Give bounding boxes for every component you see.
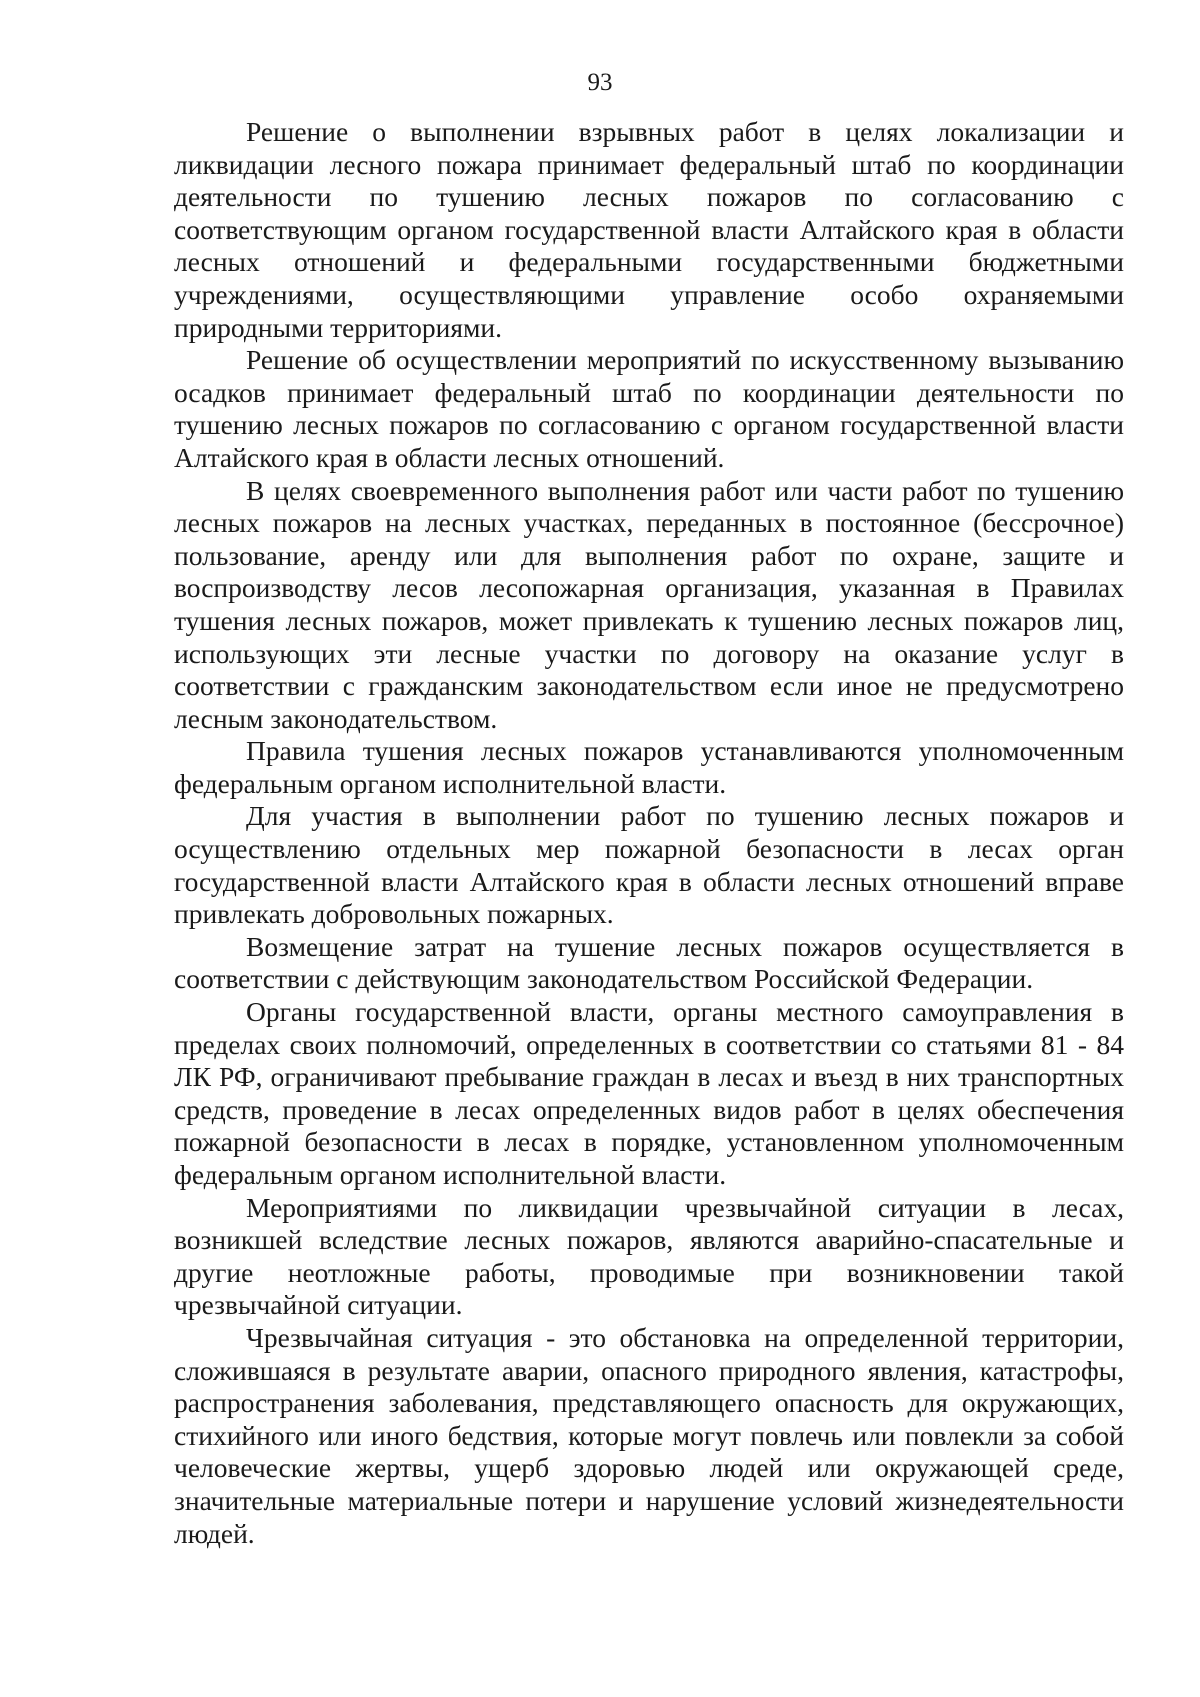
paragraph-artificial-precipitation: Решение об осуществлении мероприятий по искусственному вызыванию осадков принимает федеральный штаб по координации деятельности по тушению лесных пожаров по согласованию с органом государственной власти Алтайского края в области лесных отношений. [174, 344, 1124, 473]
paragraph-explosive-works: Решение о выполнении взрывных работ в целях локализации и ликвидации лесного пожара принимает федеральный штаб по координации деятельности по тушению лесных пожаров по согласованию с соответствующим органом государственной власти Алтайского края в области лесных отношений и федеральными государственными бюджетными учреждениями, осуществляющими управление особо охраняемыми природными территориями. [174, 116, 1124, 343]
paragraph-cost-reimbursement: Возмещение затрат на тушение лесных пожаров осуществляется в соответствии с действующим законодательством Российской Федерации. [174, 930, 1124, 995]
paragraph-fire-organization: В целях своевременного выполнения работ или части работ по тушению лесных пожаров на лесных участках, переданных в постоянное (бессрочное) пользование, аренду или для выполнения работ по охране, защите и воспроизводству лесов лесопожарная организация, указанная в Правилах тушения лесных пожаров, может привлекать к тушению лесных пожаров лиц, использующих эти лесные участки по договору на оказание услуг в соответствии с гражданским законодательством если иное не предусмотрено лесным законодательством. [174, 474, 1124, 734]
paragraph-volunteer-firefighters: Для участия в выполнении работ по тушению лесных пожаров и осуществлению отдельных мер пожарной безопасности в лесах орган государственной власти Алтайского края в области лесных отношений вправе привлекать добровольных пожарных. [174, 800, 1124, 930]
page-number: 93 [587, 69, 613, 96]
paragraph-firefighting-rules: Правила тушения лесных пожаров устанавливаются уполномоченным федеральным органом исполнительной власти. [174, 735, 1124, 799]
paragraph-emergency-definition: Чрезвычайная ситуация - это обстановка на определенной территории, сложившаяся в результате аварии, опасного природного явления, катастрофы, распространения заболевания, представляющего опасность для окружающих, стихийного или иного бедствия, которые могут повлечь или повлекли за собой человеческие жертвы, ущерб здоровью людей или окружающей среде, значительные материальные потери и нарушение условий жизнедеятельности людей. [174, 1321, 1124, 1549]
paragraph-emergency-measures: Мероприятиями по ликвидации чрезвычайной ситуации в лесах, возникшей вследствие лесных пожаров, являются аварийно-спасательные и другие неотложные работы, проводимые при возникновении такой чрезвычайной ситуации. [174, 1191, 1124, 1321]
document-body [174, 116, 1124, 1550]
paragraph-access-restrictions: Органы государственной власти, органы местного самоуправления в пределах своих полномочий, определенных в соответствии со статьями 81 - 84 ЛК РФ, ограничивают пребывание граждан в лесах и въезд в них транспортных средств, проведение в лесах определенных видов работ в целях обеспечения пожарной безопасности в лесах в порядке, установленном уполномоченным федеральным органом исполнительной власти. [174, 996, 1124, 1190]
